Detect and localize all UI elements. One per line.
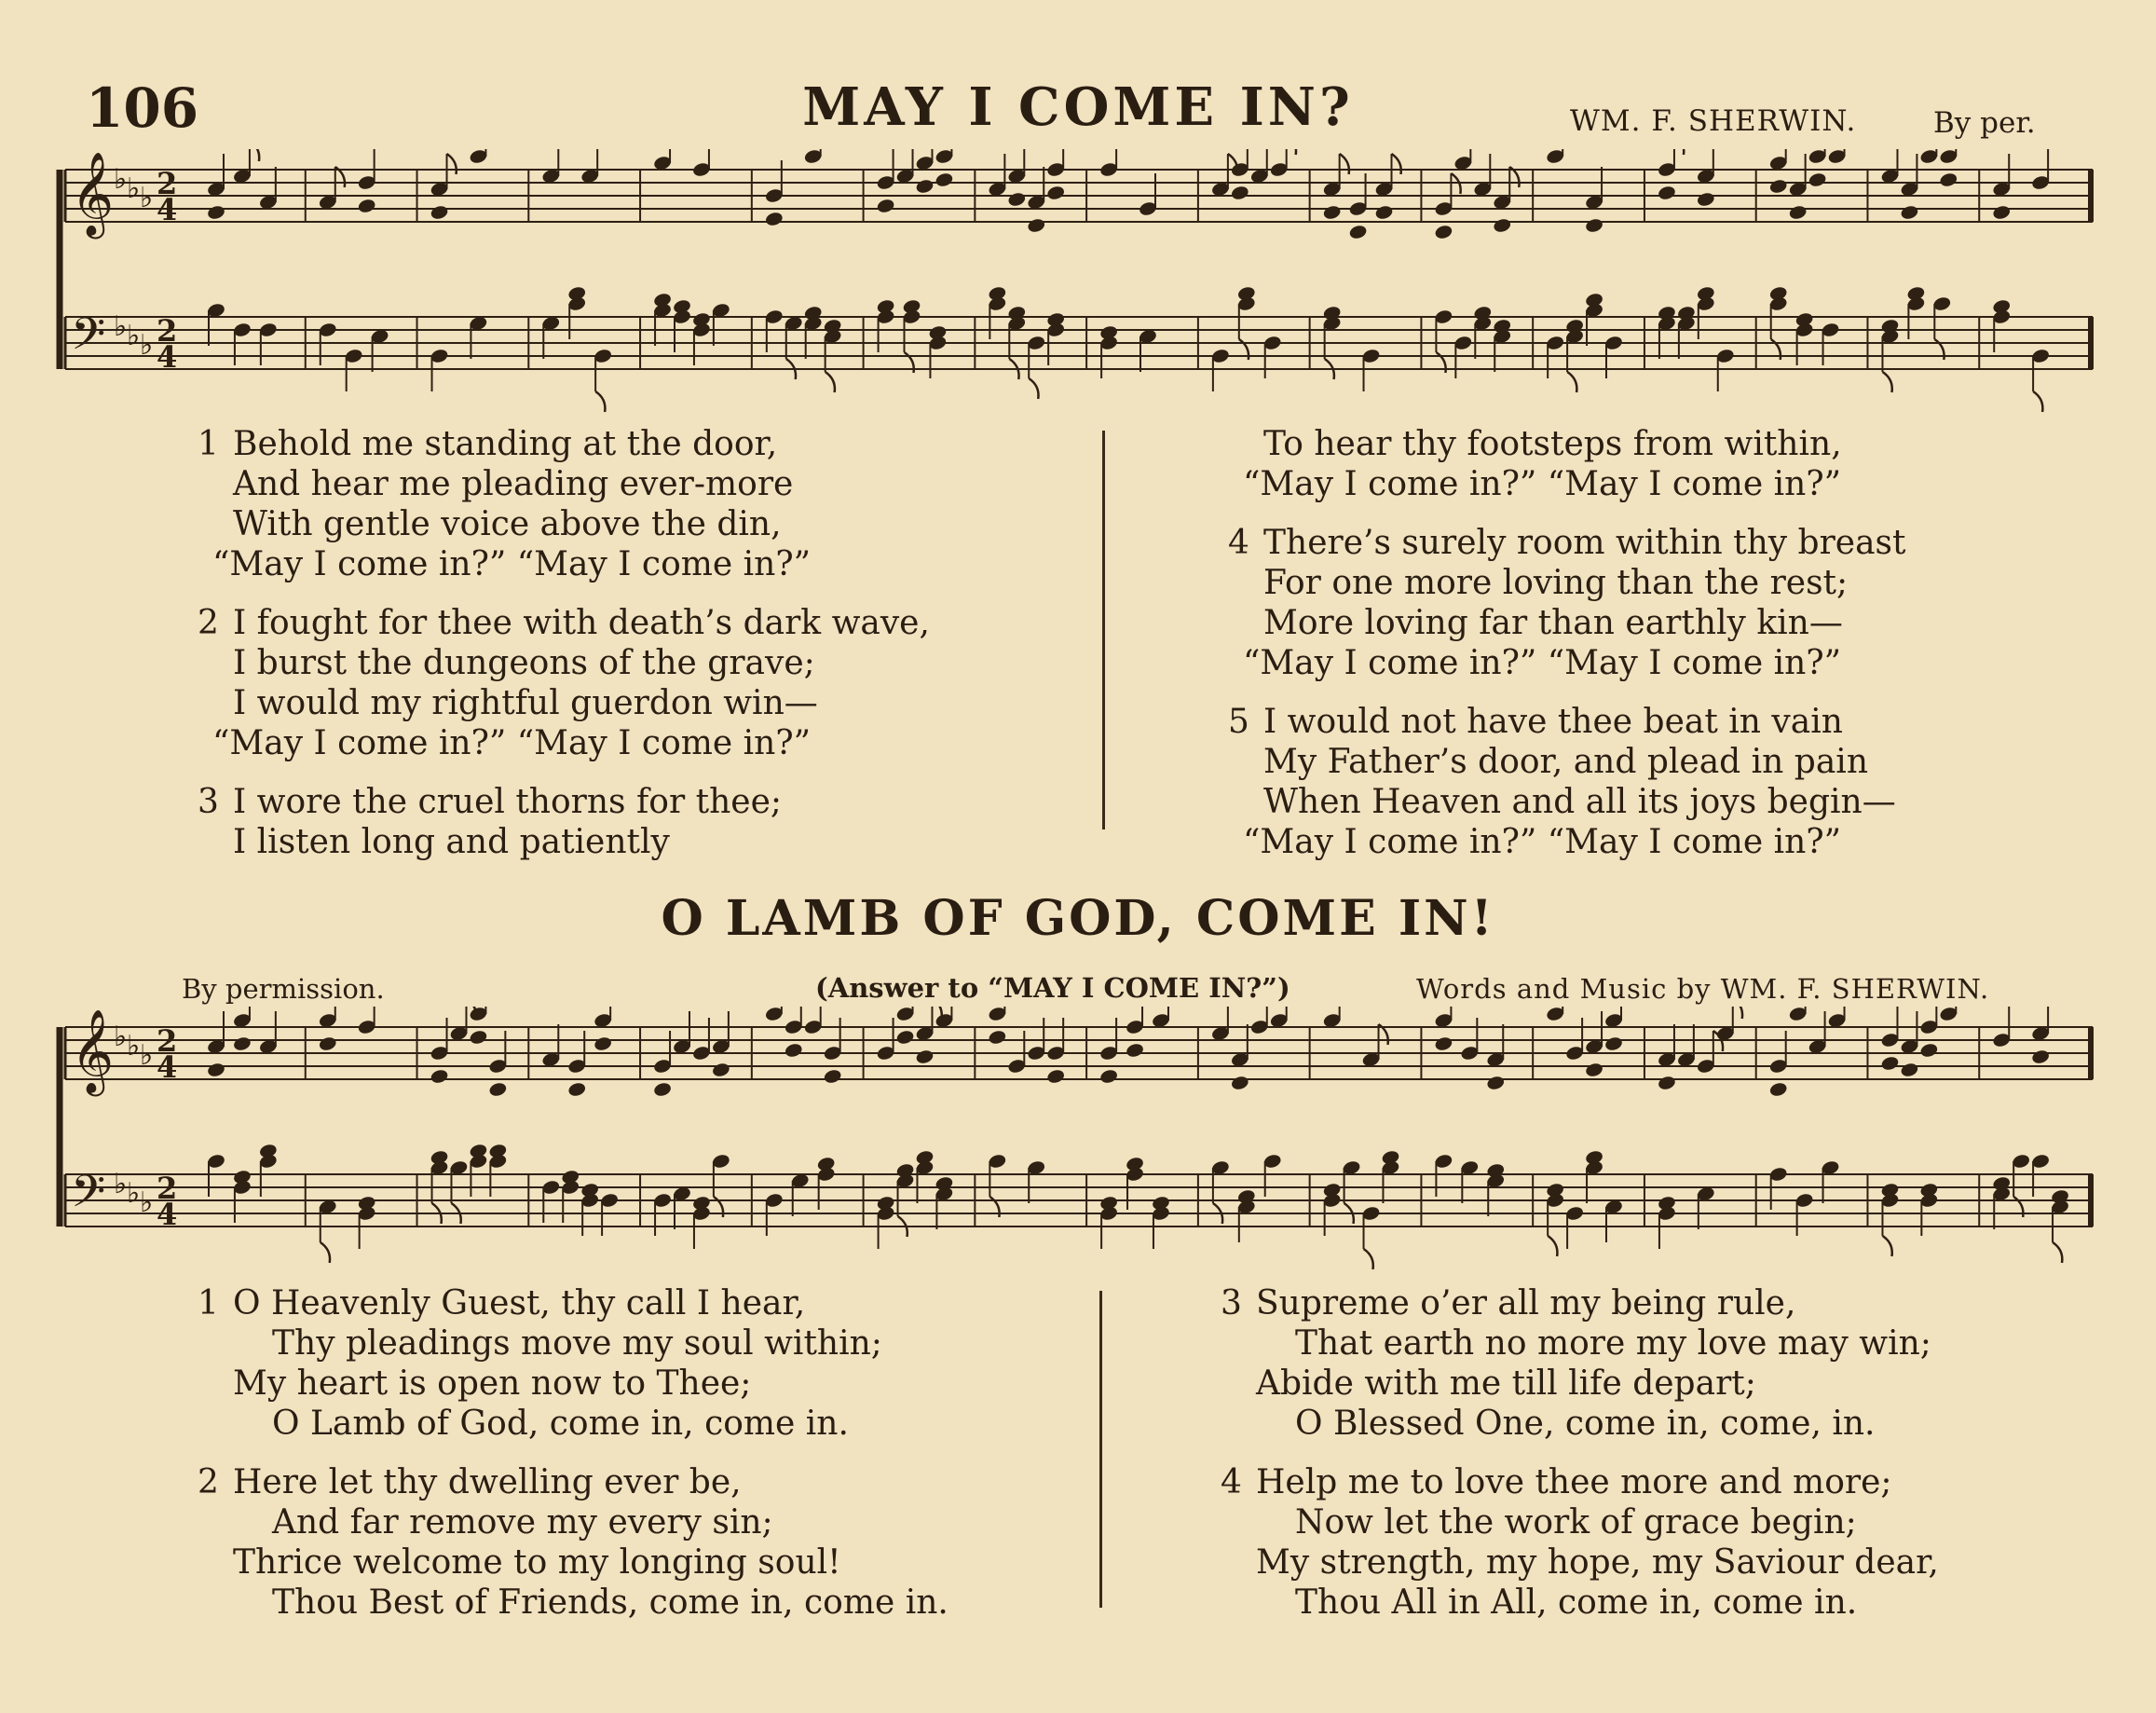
note-flag [1287, 149, 1296, 155]
verse-text: There’s surely room within thy breast [1263, 524, 1906, 562]
verse-text: O Lamb of God, come in, come in. [272, 1405, 849, 1443]
time-signature-icon: 2 [157, 1023, 178, 1059]
note-head [1657, 305, 1676, 322]
verse-line [1228, 742, 1906, 782]
note-head [915, 1048, 935, 1065]
note-head [1906, 285, 1926, 302]
verse-text: Behold me standing at the door, [233, 425, 778, 463]
verse-text: I wore the cruel thorns for thee; [233, 783, 783, 821]
note-head [1584, 1149, 1603, 1166]
note-head [1939, 171, 1958, 188]
note-head [357, 1195, 376, 1212]
note-head [988, 1029, 1007, 1046]
verse-text: “May I come in?” “May I come in?” [212, 545, 812, 583]
note-head [1546, 1182, 1565, 1199]
note-flag [1340, 154, 1349, 174]
note-head [1657, 1195, 1676, 1212]
note-head [672, 298, 691, 315]
note-head [1381, 1149, 1400, 1166]
flat-icon: ♭ [140, 1186, 154, 1219]
verse-text: I burst the dungeons of the grave; [233, 644, 815, 682]
hymn1-composer: WM. F. SHERWIN. [1570, 104, 1857, 138]
note-head [691, 1195, 711, 1212]
verse-number: 3 [198, 783, 219, 821]
note-head [1900, 1062, 1919, 1078]
hymn1-verses-right [1228, 424, 1906, 862]
verse-line [1228, 424, 1906, 464]
verse-text: With gentle voice above the din, [233, 505, 782, 543]
verse-text: More loving far than earthly kin— [1263, 604, 1843, 642]
verse-line [198, 1462, 948, 1502]
flat-icon: ♭ [114, 163, 128, 196]
verse-text: Thou Best of Friends, come in, come in. [272, 1583, 948, 1622]
note-head [1493, 318, 1512, 335]
hymn1-music-system [0, 149, 2156, 429]
note-head [1027, 217, 1046, 234]
verse-line [1228, 782, 1906, 822]
hymn2-answer-note: (Answer to “MAY I COME IN?”) [815, 972, 1290, 1004]
verse-line [1228, 822, 1906, 862]
hymn1-verses-left [198, 424, 930, 862]
verse-line [1221, 1583, 1939, 1623]
note-head [902, 298, 921, 315]
note-head [784, 1042, 803, 1059]
time-signature-icon: 4 [157, 1049, 178, 1085]
verse-text: O Heavenly Guest, thy call I hear, [233, 1284, 806, 1322]
note-head [567, 1081, 587, 1098]
flat-icon: ♭ [140, 182, 154, 214]
note-head [1007, 191, 1027, 208]
note-head [1696, 285, 1715, 302]
bass-clef-icon: 𝄢 [71, 1165, 106, 1228]
note-head [561, 1169, 580, 1185]
note-flag [1733, 1007, 1742, 1019]
note-head [469, 1143, 488, 1159]
verse-text: Thy pleadings move my soul within; [272, 1324, 882, 1363]
hymn2-credit: Words and Music by WM. F. SHERWIN. [1416, 973, 1990, 1005]
verse-text: Thrice welcome to my longing soul! [233, 1543, 841, 1582]
verse-text: Help me to love thee more and more; [1256, 1463, 1892, 1501]
note-head [1348, 224, 1368, 240]
note-head [915, 1149, 935, 1166]
verse-line [198, 643, 930, 683]
verse-line [1228, 702, 1906, 742]
note-head [935, 1175, 954, 1192]
note-head [1236, 285, 1256, 302]
hymn2-verses-left [198, 1283, 948, 1623]
hymn1-title: MAY I COME IN? [802, 76, 1354, 138]
note-head [1007, 305, 1027, 322]
verse-text: “May I come in?” “May I come in?” [1243, 823, 1842, 861]
note-head [876, 198, 895, 214]
note-head [803, 305, 823, 322]
verse-line [198, 1283, 948, 1323]
verse-line [198, 1323, 948, 1364]
note-flag [1391, 154, 1400, 174]
note-head [1992, 1175, 2012, 1192]
time-signature-icon: 2 [157, 166, 178, 201]
treble-clef-icon: 𝄞 [71, 1009, 115, 1093]
note-head [2050, 1188, 2069, 1205]
verse-line [198, 683, 930, 723]
note-head [1099, 1195, 1119, 1212]
time-signature-icon: 4 [157, 339, 178, 375]
note-head [206, 204, 225, 221]
verse-line [1221, 1364, 1939, 1404]
note-head [258, 1143, 278, 1159]
note-head [652, 292, 672, 308]
note-head [594, 1035, 613, 1052]
note-head [1788, 204, 1808, 221]
note-head [357, 198, 376, 214]
note-flag [447, 154, 457, 174]
note-head [488, 1143, 508, 1159]
verse-line [198, 723, 930, 763]
verse-line [198, 504, 930, 544]
note-head [1151, 1195, 1170, 1212]
verse-text: Thou All in All, come in, come in. [1295, 1583, 1858, 1622]
note-head [988, 285, 1007, 302]
verse-text: Abide with me till life depart; [1256, 1364, 1756, 1403]
verse-number: 4 [1228, 524, 1249, 562]
hymn1-by-permission: By per. [1933, 106, 2036, 140]
note-flag [1548, 1236, 1557, 1256]
note-head [1493, 217, 1512, 234]
verse-line [198, 822, 930, 862]
note-head [580, 1182, 600, 1199]
verse-line [198, 1364, 948, 1404]
verse-number: 4 [1221, 1463, 1242, 1501]
note-head [876, 1195, 895, 1212]
verse-line [198, 1542, 948, 1583]
note-head [1125, 1042, 1144, 1059]
note-head [1486, 1075, 1506, 1091]
hymn2-permission: By permission. [182, 973, 385, 1005]
hymn2-title: O LAMB OF GOD, COME IN! [661, 890, 1495, 947]
note-head [1768, 1081, 1788, 1098]
verse-line [1221, 1502, 1939, 1542]
note-head [488, 1081, 508, 1098]
verse-number: 1 [198, 425, 219, 463]
verse-text: Here let thy dwelling ever be, [233, 1463, 742, 1501]
verse-line [1221, 1462, 1939, 1502]
note-head [823, 1068, 842, 1085]
note-head [1099, 1068, 1119, 1085]
note-flag [1882, 372, 1891, 392]
note-head [1434, 1035, 1453, 1052]
note-head [876, 298, 895, 315]
note-head [1992, 298, 2012, 315]
note-head [1880, 318, 1900, 335]
treble-staff [65, 149, 2093, 240]
flat-icon: ♭ [114, 310, 128, 343]
note-head [232, 1169, 252, 1185]
note-head [1046, 1068, 1066, 1085]
treble-staff [65, 1007, 2093, 1098]
note-head [1046, 311, 1066, 328]
verse-number: 3 [1221, 1284, 1242, 1322]
note-head [928, 324, 948, 341]
hymn2-verses-right [1221, 1283, 1939, 1623]
note-head [895, 1029, 915, 1046]
note-head [1099, 324, 1119, 341]
time-signature-icon: 2 [157, 1171, 178, 1206]
note-flag [250, 149, 259, 161]
verse-text: O Blessed One, come in, come, in. [1295, 1405, 1876, 1443]
verse-divider [1099, 1291, 1102, 1608]
verse-line [1221, 1323, 1939, 1364]
note-flag [321, 1242, 330, 1263]
verse-text: To hear thy footsteps from within, [1263, 425, 1842, 463]
note-head [935, 171, 954, 188]
note-head [816, 1156, 836, 1172]
time-signature-icon: 4 [157, 192, 178, 227]
treble-clef-icon: 𝄞 [71, 152, 115, 236]
note-head [652, 1081, 672, 1098]
verse-text: And hear me pleading ever-more [233, 465, 794, 503]
verse-text: My heart is open now to Thee; [233, 1364, 752, 1403]
verse-number: 2 [198, 604, 219, 642]
note-head [1603, 1035, 1623, 1052]
note-head [469, 1029, 488, 1046]
verse-line [198, 544, 930, 584]
note-head [232, 1035, 252, 1052]
flat-icon: ♭ [140, 1039, 154, 1072]
flat-icon: ♭ [127, 172, 141, 205]
verse-line [1221, 1283, 1939, 1323]
note-head [1676, 305, 1696, 322]
verse-line [198, 1404, 948, 1444]
time-signature-icon: 4 [157, 1197, 178, 1232]
note-head [430, 1149, 449, 1166]
verse-text: My strength, my hope, my Saviour dear, [1256, 1543, 1939, 1582]
flat-icon: ♭ [127, 1030, 141, 1062]
verse-text: “May I come in?” “May I come in?” [1243, 465, 1842, 503]
verse-text: Supreme o’er all my being rule, [1256, 1284, 1796, 1322]
note-head [915, 178, 935, 195]
note-head [1473, 305, 1493, 322]
note-head [1565, 318, 1585, 335]
flat-icon: ♭ [114, 1021, 128, 1053]
note-head [1657, 185, 1676, 201]
note-head [895, 1162, 915, 1179]
verse-number: 2 [198, 1463, 219, 1501]
note-flag [595, 391, 605, 412]
note-head [1919, 1182, 1939, 1199]
note-flag [1674, 149, 1684, 155]
note-head [1584, 217, 1603, 234]
flat-icon: ♭ [114, 1168, 128, 1200]
verse-text: “May I come in?” “May I come in?” [1243, 644, 1842, 682]
note-head [1657, 1075, 1676, 1091]
note-flag [1567, 372, 1576, 392]
hymn2-music-system [0, 1007, 2156, 1286]
note-head [1919, 1042, 1939, 1059]
note-flag [2053, 1242, 2062, 1263]
flat-icon: ♭ [140, 329, 154, 362]
verse-line [1228, 603, 1906, 643]
verse-line [198, 1583, 948, 1623]
note-head [1584, 1062, 1603, 1078]
verse-text: “May I come in?” “May I come in?” [212, 724, 812, 762]
verse-number: 1 [198, 1284, 219, 1322]
page-number: 106 [86, 76, 199, 140]
verse-text: When Heaven and all its joys begin— [1263, 783, 1896, 821]
time-signature-icon: 2 [157, 313, 178, 349]
note-head [1486, 1162, 1506, 1179]
verse-line [1221, 1404, 1939, 1444]
note-head [1374, 204, 1394, 221]
verse-text: I would my rightful guerdon win— [233, 684, 818, 722]
verse-line [1228, 464, 1906, 504]
note-head [1808, 171, 1827, 188]
flat-icon: ♭ [127, 320, 141, 352]
note-head [711, 1062, 730, 1078]
verse-line [1228, 563, 1906, 603]
note-flag [1364, 1249, 1373, 1269]
verse-text: For one more loving than the rest; [1263, 564, 1849, 602]
verse-text: Now let the work of grace begin; [1295, 1503, 1857, 1542]
note-head [318, 1035, 337, 1052]
note-head [430, 1068, 449, 1085]
note-head [1046, 185, 1066, 201]
note-head [1322, 305, 1342, 322]
verse-text: That earth no more my love may win; [1295, 1324, 1931, 1363]
note-flag [826, 372, 835, 392]
note-head [1584, 292, 1603, 308]
note-head [1230, 1075, 1249, 1091]
verse-line [198, 1502, 948, 1542]
note-head [206, 1062, 225, 1078]
note-head [1434, 224, 1453, 240]
note-head [1322, 204, 1342, 221]
note-head [1900, 204, 1919, 221]
note-flag [1029, 378, 1038, 399]
verse-text: My Father’s door, and plead in pain [1263, 743, 1869, 781]
bass-staff [65, 285, 2093, 412]
verse-divider [1102, 431, 1105, 829]
verse-line [1228, 523, 1906, 563]
note-head [764, 211, 784, 227]
bass-clef-icon: 𝄢 [71, 308, 106, 371]
note-head [1322, 1182, 1342, 1199]
note-head [567, 285, 587, 302]
note-head [1230, 185, 1249, 201]
note-head [1880, 1182, 1900, 1199]
note-head [1236, 1188, 1256, 1205]
verse-text: I listen long and patiently [233, 823, 670, 861]
note-head [1880, 1055, 1900, 1072]
verse-line [198, 782, 930, 822]
flat-icon: ♭ [127, 1177, 141, 1210]
note-head [1696, 191, 1715, 208]
verse-line [198, 603, 930, 643]
note-head [2031, 1048, 2051, 1065]
note-head [1768, 178, 1788, 195]
verse-line [198, 464, 930, 504]
note-flag [2033, 391, 2042, 412]
verse-text: And far remove my every sin; [272, 1503, 773, 1542]
verse-line [1221, 1542, 1939, 1583]
verse-number: 5 [1228, 703, 1249, 741]
note-head [691, 311, 711, 328]
note-head [430, 204, 449, 221]
note-head [1992, 204, 2012, 221]
verse-text: I would not have thee beat in vain [1263, 703, 1843, 741]
note-head [823, 318, 842, 335]
note-flag [1882, 1236, 1891, 1256]
note-head [1768, 285, 1788, 302]
verse-text: I fought for thee with death’s dark wave, [233, 604, 930, 642]
verse-line [1228, 643, 1906, 683]
note-head [1125, 1156, 1144, 1172]
verse-line [198, 424, 930, 464]
note-head [1794, 311, 1814, 328]
bass-staff [65, 1143, 2093, 1269]
